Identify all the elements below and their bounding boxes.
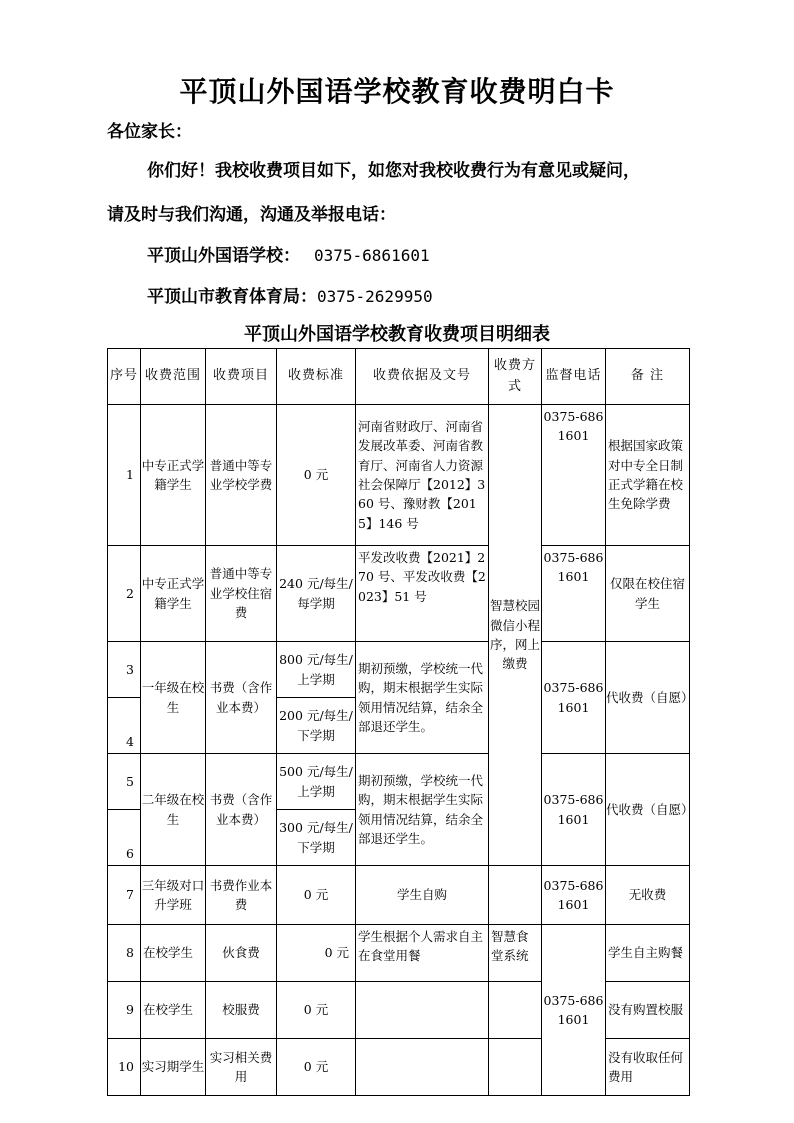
cell-no: 3 <box>108 642 141 698</box>
cell-standard: 800 元/每生/上学期 <box>277 642 356 698</box>
page-title: 平顶山外国语学校教育收费明白卡 <box>179 75 615 108</box>
cell-basis: 期初预缴，学校统一代购，期末根据学生实际领用情况结算，结余全部退还学生。 <box>356 642 489 754</box>
header-basis: 收费依据及文号 <box>356 349 489 405</box>
cell-no: 10 <box>108 1039 141 1096</box>
cell-remark: 学生自主购餐 <box>606 925 690 982</box>
cell-no: 1 <box>108 405 141 546</box>
cell-standard: 0 元 <box>277 405 356 546</box>
cell-item: 校服费 <box>206 982 277 1039</box>
table-header-row <box>108 349 690 405</box>
intro-line-2: 请及时与我们沟通，沟通及举报电话： <box>107 205 396 225</box>
cell-phone: 0375-6861601 <box>542 754 606 866</box>
contact-bureau-label: 平顶山市教育体育局： <box>147 287 317 307</box>
cell-scope: 实习期学生 <box>141 1039 206 1096</box>
cell-item: 伙食费 <box>206 925 277 982</box>
cell-basis: 期初预缴，学校统一代购，期末根据学生实际领用情况结算，结余全部退还学生。 <box>356 754 489 866</box>
fee-table <box>107 348 694 1096</box>
cell-method <box>489 982 542 1039</box>
cell-method <box>489 866 542 925</box>
cell-basis: 学生根据个人需求自主在食堂用餐 <box>356 925 489 982</box>
header-remark: 备 注 <box>606 349 690 405</box>
cell-phone: 0375-6861601 <box>542 405 606 546</box>
cell-item: 书费（含作业本费） <box>206 642 277 754</box>
cell-remark: 没有购置校服 <box>606 982 690 1039</box>
contact-bureau-phone: 0375-2629950 <box>317 287 433 306</box>
table-row <box>108 925 690 982</box>
cell-standard: 0 元 <box>277 1039 356 1096</box>
cell-basis: 河南省财政厅、河南省发展改革委、河南省教育厅、河南省人力资源社会保障厅【2012】360 号、豫财教【2015】146 号 <box>356 405 489 546</box>
cell-no: 6 <box>108 810 141 866</box>
cell-no: 7 <box>108 866 141 925</box>
cell-scope: 一年级在校生 <box>141 642 206 754</box>
cell-scope: 中专正式学籍学生 <box>141 546 206 642</box>
cell-standard: 0 元 <box>277 982 356 1039</box>
contact-school-label: 平顶山外国语学校： <box>147 246 300 266</box>
cell-phone: 0375-6861601 <box>542 642 606 754</box>
cell-scope: 在校学生 <box>141 982 206 1039</box>
cell-method <box>489 1039 542 1096</box>
cell-item: 实习相关费用 <box>206 1039 277 1096</box>
intro-line-1: 你们好！我校收费项目如下，如您对我校收费行为有意见或疑问， <box>147 161 640 181</box>
cell-method: 智慧校园微信小程序，网上缴费 <box>489 405 542 866</box>
cell-standard: 500 元/每生/上学期 <box>277 754 356 810</box>
cell-item: 普通中等专业学校学费 <box>206 405 277 546</box>
table-row <box>108 546 690 642</box>
cell-remark: 没有收取任何费用 <box>606 1039 690 1096</box>
cell-basis <box>356 1039 489 1096</box>
table-row <box>108 754 690 810</box>
cell-no: 2 <box>108 546 141 642</box>
cell-basis: 学生自购 <box>356 866 489 925</box>
header-no: 序号 <box>108 349 141 405</box>
cell-no: 8 <box>108 925 141 982</box>
cell-standard: 240 元/每生/每学期 <box>277 546 356 642</box>
cell-item: 普通中等专业学校住宿费 <box>206 546 277 642</box>
table-row <box>108 405 690 546</box>
table-title: 平顶山外国语学校教育收费项目明细表 <box>244 324 550 345</box>
cell-phone: 0375-6861601 <box>542 866 606 925</box>
cell-no: 4 <box>108 698 141 754</box>
cell-remark: 仅限在校住宿学生 <box>606 546 690 642</box>
cell-standard: 0 元 <box>277 925 356 982</box>
cell-remark: 根据国家政策对中专全日制正式学籍在校生免除学费 <box>606 405 690 546</box>
cell-item: 书费（含作业本费） <box>206 754 277 866</box>
cell-phone: 0375-6861601 <box>542 546 606 642</box>
cell-remark: 无收费 <box>606 866 690 925</box>
contact-school-phone: 0375-6861601 <box>314 246 430 265</box>
contact-school <box>147 241 430 266</box>
header-item: 收费项目 <box>206 349 277 405</box>
cell-scope: 中专正式学籍学生 <box>141 405 206 546</box>
cell-method: 智慧食堂系统 <box>489 925 542 982</box>
greeting: 各位家长： <box>107 122 192 142</box>
contact-bureau <box>147 282 433 307</box>
header-scope: 收费范围 <box>141 349 206 405</box>
cell-no: 5 <box>108 754 141 810</box>
header-standard: 收费标准 <box>277 349 356 405</box>
cell-scope: 在校学生 <box>141 925 206 982</box>
table-row <box>108 642 690 698</box>
cell-basis: 平发改收费【2021】270 号、平发改收费【2023】51 号 <box>356 546 489 642</box>
header-method: 收费方式 <box>489 349 542 405</box>
cell-standard: 0 元 <box>277 866 356 925</box>
cell-no: 9 <box>108 982 141 1039</box>
cell-standard: 200 元/每生/下学期 <box>277 698 356 754</box>
table-row <box>108 866 690 925</box>
cell-phone: 0375-6861601 <box>542 925 606 1096</box>
header-phone: 监督电话 <box>542 349 606 405</box>
cell-item: 书费作业本费 <box>206 866 277 925</box>
cell-basis <box>356 982 489 1039</box>
cell-standard: 300 元/每生/下学期 <box>277 810 356 866</box>
cell-remark: 代收费（自愿） <box>606 754 690 866</box>
cell-remark: 代收费（自愿） <box>606 642 690 754</box>
cell-scope: 三年级对口升学班 <box>141 866 206 925</box>
cell-scope: 二年级在校生 <box>141 754 206 866</box>
